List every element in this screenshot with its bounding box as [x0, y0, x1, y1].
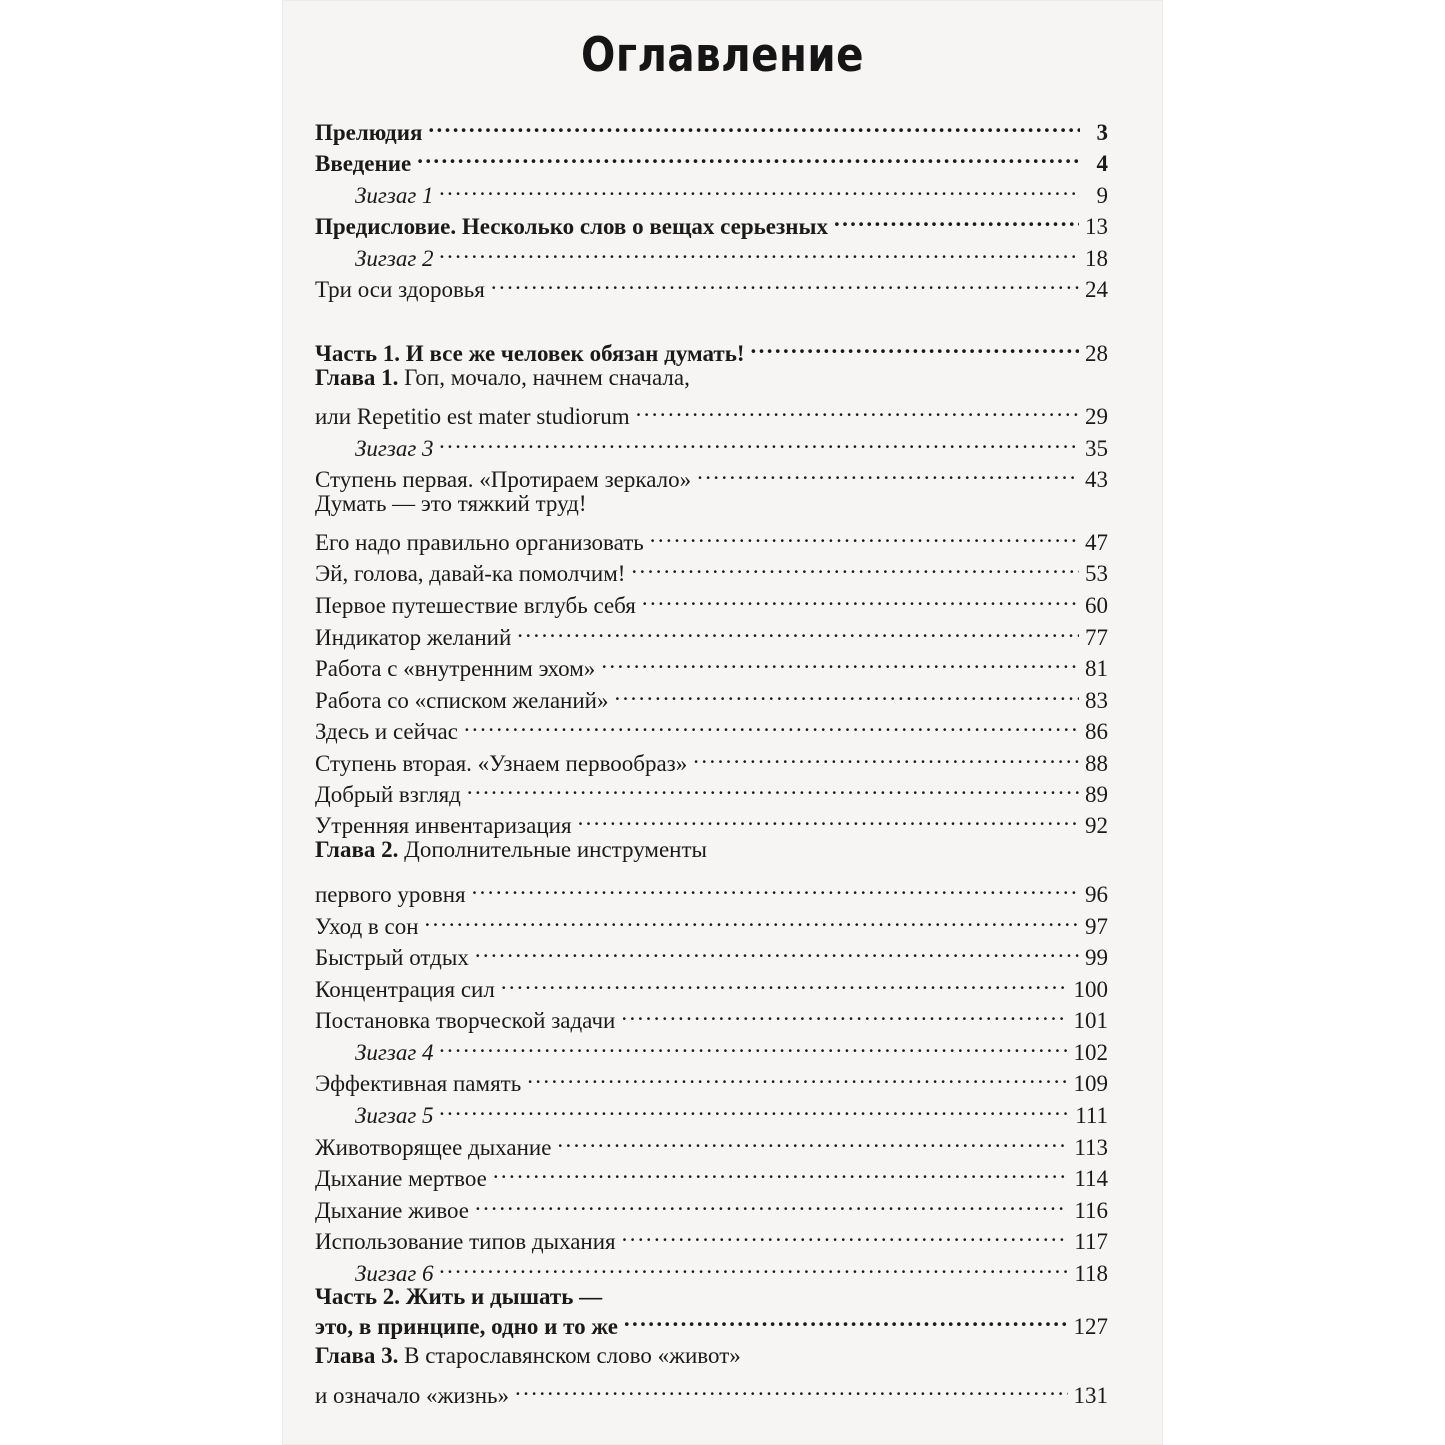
toc-entry-title: Зигзаг 5	[355, 1103, 434, 1128]
toc-entry	[315, 203, 1108, 239]
toc-entry-title: Дыхание мертвое	[315, 1166, 487, 1191]
toc-entry-title: Часть 2. Жить и дышать —	[315, 1284, 603, 1309]
dot-leader	[467, 771, 1079, 802]
toc-entry-title: Зигзаг 3	[355, 436, 434, 461]
toc-entry	[315, 1060, 1108, 1096]
toc-entry-page: 97	[1085, 914, 1108, 939]
dot-leader	[425, 903, 1079, 934]
toc-entry-page: 127	[1073, 1314, 1108, 1339]
toc-entry-page: 53	[1085, 561, 1108, 586]
page-title: Оглавление	[581, 28, 864, 83]
toc-entry	[315, 802, 1108, 838]
toc-entry-page: 114	[1074, 1166, 1108, 1191]
dot-leader	[440, 235, 1079, 266]
toc-entry-title: Его надо правильно организовать	[315, 530, 644, 555]
toc-entry-title: Прелюдия	[315, 120, 423, 145]
toc-entry-page: 92	[1085, 813, 1108, 838]
toc-entry	[315, 645, 1108, 681]
dot-leader	[464, 708, 1079, 739]
toc-entry	[315, 966, 1108, 1002]
toc-entry-title: и означало «жизнь»	[315, 1383, 510, 1408]
toc-entry-page: 47	[1085, 530, 1108, 555]
dot-leader	[636, 393, 1079, 424]
dot-leader	[650, 519, 1079, 550]
toc-entry-title: Животворящее дыхание	[315, 1135, 552, 1160]
toc-entry-title: Предисловие. Несколько слов о вещах серьезных	[315, 214, 828, 239]
dot-leader	[440, 1250, 1069, 1281]
toc-entry-title: Концентрация сил	[315, 977, 495, 1002]
dot-leader	[517, 614, 1079, 645]
table-of-contents	[315, 0, 1108, 1445]
chapter-label: Глава 3.	[315, 1343, 399, 1368]
toc-entry-heading	[315, 488, 587, 519]
toc-entry-page: 131	[1073, 1383, 1108, 1408]
toc-entry-title: Работа с «внутренним эхом»	[315, 656, 596, 681]
toc-entry-page: 18	[1085, 246, 1108, 271]
toc-entry	[315, 235, 1108, 271]
dot-leader	[440, 425, 1079, 456]
toc-entry	[315, 1124, 1108, 1160]
dot-leader	[642, 582, 1079, 613]
toc-entry-title: Здесь и сейчас	[315, 719, 458, 744]
toc-entry-page: 60	[1085, 593, 1108, 618]
dot-leader	[475, 1187, 1068, 1218]
toc-entry-heading	[315, 362, 690, 393]
toc-entry-title: Быстрый отдых	[315, 945, 469, 970]
dot-leader	[601, 645, 1079, 676]
toc-entry-page: 4	[1096, 151, 1108, 176]
toc-entry-page: 3	[1096, 120, 1108, 145]
chapter-label: Глава 1.	[315, 365, 399, 390]
toc-entry-page: 86	[1085, 719, 1108, 744]
toc-entry-page: 24	[1085, 277, 1108, 302]
toc-entry-title: Ступень вторая. «Узнаем первообраз»	[315, 751, 688, 776]
toc-entry-title: Добрый взгляд	[315, 782, 461, 807]
toc-entry-page: 28	[1085, 341, 1108, 366]
toc-entry	[315, 1092, 1108, 1128]
dot-leader	[501, 966, 1068, 997]
toc-entry-title: Зигзаг 6	[355, 1261, 434, 1286]
toc-entry-page: 109	[1073, 1071, 1108, 1096]
toc-entry-page: 81	[1085, 656, 1108, 681]
toc-entry-page: 83	[1085, 688, 1108, 713]
toc-entry-page: 102	[1073, 1040, 1108, 1065]
dot-leader	[440, 1029, 1068, 1060]
dot-leader	[751, 330, 1079, 361]
dot-leader	[491, 266, 1079, 297]
toc-entry	[315, 266, 1108, 302]
chapter-label: Глава 2.	[315, 837, 399, 862]
toc-entry-page: 77	[1085, 625, 1108, 650]
toc-entry-page: 101	[1073, 1008, 1108, 1033]
dot-leader	[624, 1303, 1068, 1334]
dot-leader	[697, 456, 1079, 487]
toc-entry	[315, 934, 1108, 970]
toc-entry-title: или Repetitio est mater studiorum	[315, 404, 630, 429]
toc-entry-page: 111	[1075, 1103, 1108, 1128]
toc-entry-page: 113	[1074, 1135, 1108, 1160]
toc-entry	[315, 140, 1108, 176]
toc-entry	[315, 1218, 1108, 1254]
dot-leader	[493, 1155, 1069, 1186]
toc-entry	[315, 708, 1108, 744]
dot-leader	[417, 140, 1080, 171]
dot-leader	[693, 740, 1079, 771]
dot-leader	[631, 550, 1079, 581]
toc-entry-page: 29	[1085, 404, 1108, 429]
toc-entry	[315, 582, 1108, 618]
toc-entry-title: Уход в сон	[315, 914, 419, 939]
toc-entry	[315, 456, 1108, 492]
toc-entry	[315, 1029, 1108, 1065]
toc-entry-heading	[315, 834, 707, 865]
toc-entry-title: В старославянском слово «живот»	[404, 1343, 741, 1368]
toc-entry	[315, 771, 1108, 807]
toc-entry-title: Введение	[315, 151, 412, 176]
toc-entry	[315, 740, 1108, 776]
toc-entry	[315, 997, 1108, 1033]
toc-entry-page: 99	[1085, 945, 1108, 970]
toc-entry-title: Эй, голова, давай-ка помолчим!	[315, 561, 626, 586]
toc-entry-title: Думать — это тяжкий труд!	[315, 491, 587, 516]
toc-entry-title: Зигзаг 1	[355, 183, 434, 208]
toc-entry-title: Эффективная память	[315, 1071, 522, 1096]
toc-entry-heading	[315, 1340, 741, 1371]
toc-entry-title: Часть 1. И все же человек обязан думать!	[315, 341, 745, 366]
toc-entry	[315, 425, 1108, 461]
toc-entry	[315, 393, 1108, 429]
dot-leader	[440, 172, 1080, 203]
toc-entry	[315, 1187, 1108, 1223]
dot-leader	[475, 934, 1079, 965]
toc-entry	[315, 109, 1108, 145]
toc-entry-title: Утренняя инвентаризация	[315, 813, 572, 838]
toc-entry-title: Зигзаг 2	[355, 246, 434, 271]
toc-entry	[315, 1155, 1108, 1191]
toc-entry-title: Постановка творческой задачи	[315, 1008, 616, 1033]
toc-entry-page: 35	[1085, 436, 1108, 461]
dot-leader	[515, 1372, 1067, 1403]
toc-entry-title: Использование типов дыхания	[315, 1229, 616, 1254]
toc-entry-title: Гоп, мочало, начнем сначала,	[404, 365, 690, 390]
toc-entry-title: Первое путешествие вглубь себя	[315, 593, 636, 618]
toc-entry-page: 88	[1085, 751, 1108, 776]
dot-leader	[614, 677, 1079, 708]
dot-leader	[557, 1124, 1068, 1155]
dot-leader	[834, 203, 1079, 234]
toc-entry-page: 89	[1085, 782, 1108, 807]
dot-leader	[578, 802, 1079, 833]
toc-entry-page: 13	[1085, 214, 1108, 239]
dot-leader	[621, 997, 1067, 1028]
toc-entry	[315, 330, 1108, 366]
toc-entry	[315, 871, 1108, 907]
toc-entry-page: 43	[1085, 467, 1108, 492]
dot-leader	[622, 1218, 1069, 1249]
toc-entry-title: Три оси здоровья	[315, 277, 485, 302]
dot-leader	[440, 1092, 1070, 1123]
toc-entry-title: Дыхание живое	[315, 1198, 470, 1223]
toc-entry-title: это, в принципе, одно и то же	[315, 1314, 618, 1339]
dot-leader	[472, 871, 1079, 902]
toc-entry	[315, 677, 1108, 713]
toc-entry	[315, 519, 1108, 555]
toc-entry	[315, 1372, 1108, 1408]
toc-entry	[315, 550, 1108, 586]
toc-entry-title: Зигзаг 4	[355, 1040, 434, 1065]
toc-entry	[315, 903, 1108, 939]
toc-entry-title: первого уровня	[315, 882, 466, 907]
toc-entry	[315, 614, 1108, 650]
toc-entry-title: Дополнительные инструменты	[404, 837, 707, 862]
toc-entry-page: 116	[1074, 1198, 1108, 1223]
toc-entry-title: Ступень первая. «Протираем зеркало»	[315, 467, 692, 492]
dot-leader	[428, 109, 1080, 140]
toc-entry	[315, 1250, 1108, 1286]
dot-leader	[527, 1060, 1067, 1091]
toc-entry-page: 118	[1074, 1261, 1108, 1286]
toc-entry-page: 9	[1096, 183, 1108, 208]
toc-entry-page: 117	[1074, 1229, 1108, 1254]
toc-entry-title: Работа со «списком желаний»	[315, 688, 609, 713]
toc-entry	[315, 172, 1108, 208]
toc-entry-title: Индикатор желаний	[315, 625, 512, 650]
toc-entry-page: 96	[1085, 882, 1108, 907]
toc-entry-page: 100	[1073, 977, 1108, 1002]
toc-entry	[315, 1303, 1108, 1339]
